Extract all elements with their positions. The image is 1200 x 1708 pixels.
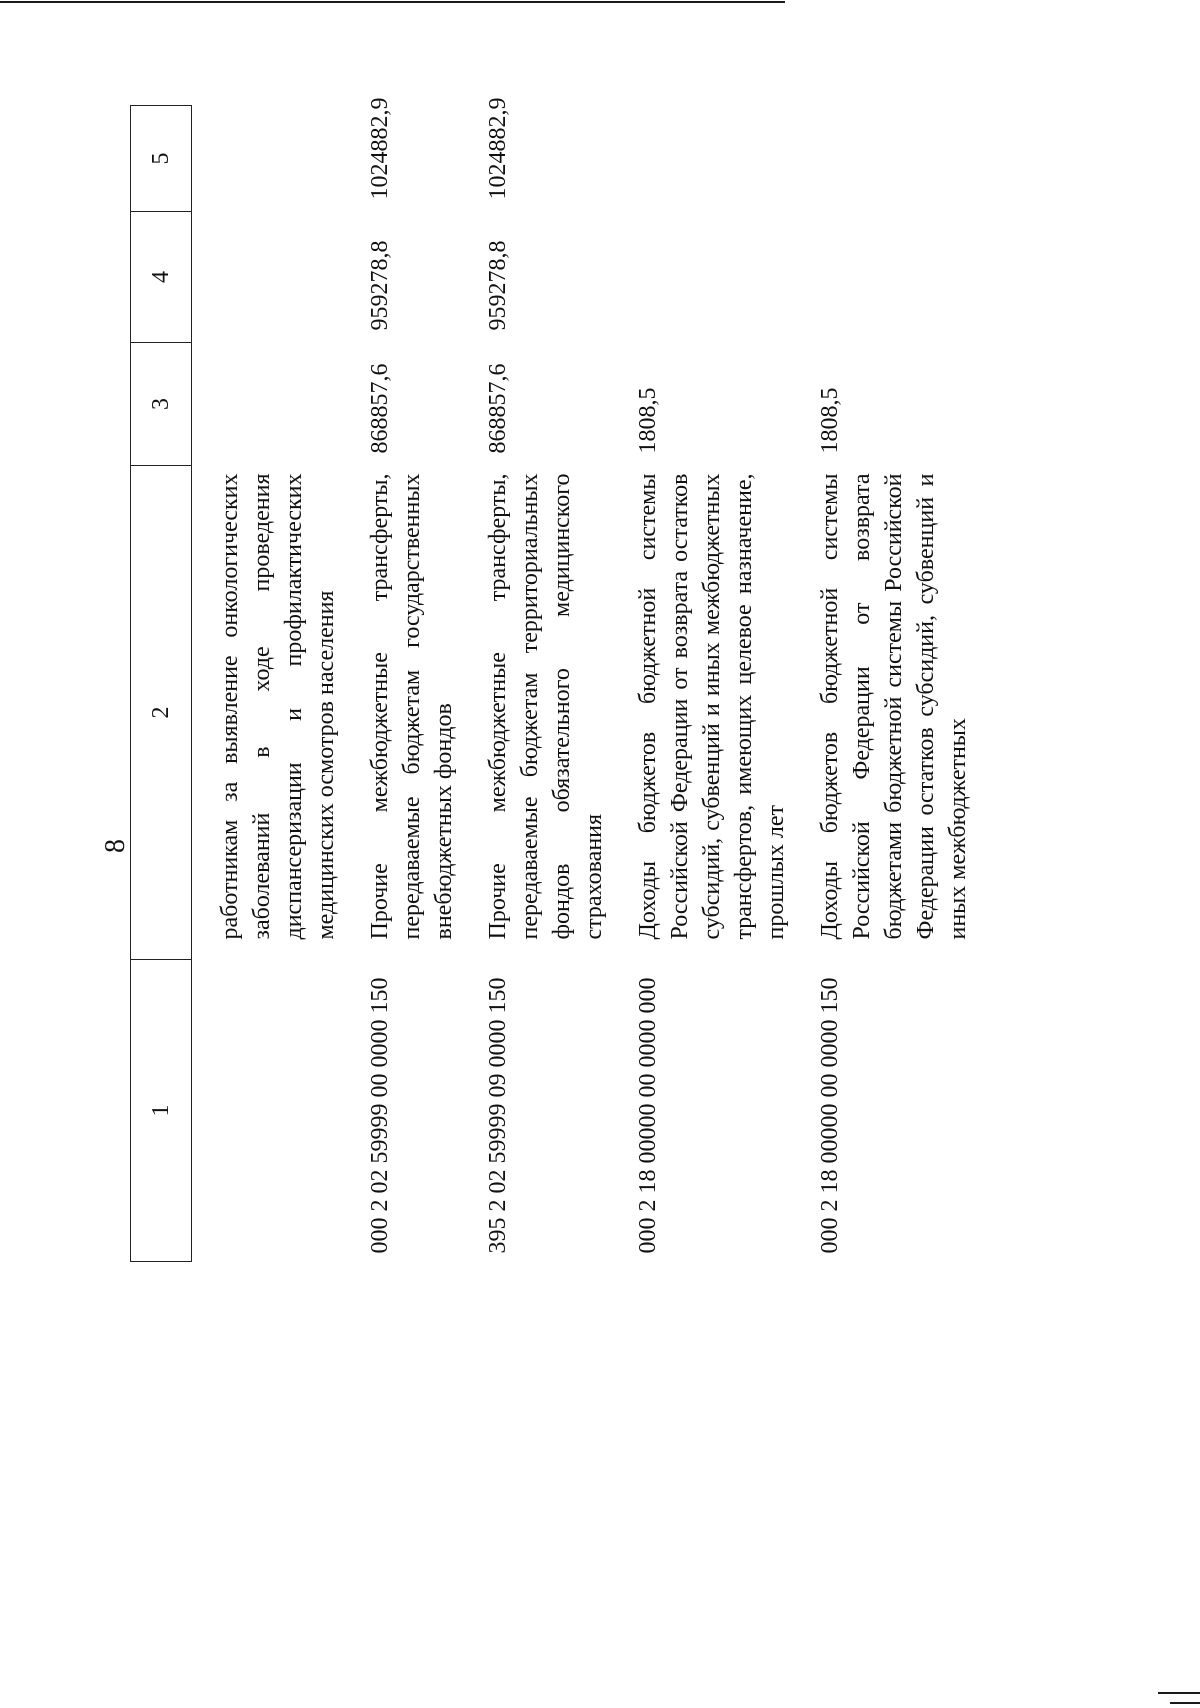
amount-col3: 1808,5	[817, 387, 843, 454]
budget-code: 000 2 02 59999 00 0000 150	[367, 977, 393, 1254]
amount-col5	[206, 106, 342, 212]
amount-col4	[624, 212, 792, 343]
page-number: 8	[100, 839, 131, 853]
revenue-name: Доходы бюджетов бюджетной системы Российской Федерации от возврата остатков субсидий, субвенций и иных межбюджетных трансфертов, имеющих целевое назначение, прошлых лет	[635, 473, 789, 940]
amount-col5	[624, 106, 792, 212]
amount-col4	[806, 212, 974, 343]
amount-col4: 959278,8	[485, 240, 511, 331]
column-header-4: 4	[131, 212, 192, 343]
amount-col3: 1808,5	[635, 387, 661, 454]
column-header-2: 2	[131, 466, 192, 960]
revenue-name: Прочие межбюджетные трансферты, передаваемые бюджетам территориальных фондов обязательного медицинского страхования	[485, 473, 607, 940]
amount-col3: 868857,6	[367, 363, 393, 454]
budget-code: 000 2 18 00000 00 0000 000	[635, 977, 661, 1254]
revenue-name: работникам за выявление онкологических заболеваний в ходе проведения диспансеризации и профилактических медицинских осмотров населения	[217, 473, 339, 940]
amount-col5: 1024882,9	[485, 97, 511, 200]
revenue-table	[130, 97, 974, 1262]
revenue-name: Доходы бюджетов бюджетной системы Российской Федерации от возврата бюджетами бюджетной системы Российской Федерации остатков субсидий, субвенций и иных межбюджетных	[817, 473, 971, 940]
amount-col5: 1024882,9	[367, 97, 393, 200]
revenue-name: Прочие межбюджетные трансферты, передаваемые бюджетам государственных внебюджетных фондов	[367, 473, 457, 940]
table-header-row	[131, 106, 192, 1262]
table-row	[206, 106, 342, 1262]
budget-code: 395 2 02 59999 09 0000 150	[485, 977, 511, 1254]
amount-col5	[806, 106, 974, 212]
scan-corner-mark	[1170, 1702, 1200, 1704]
budget-code: 000 2 18 00000 00 0000 150	[817, 977, 843, 1254]
amount-col4: 959278,8	[367, 240, 393, 331]
amount-col3: 868857,6	[485, 363, 511, 454]
amount-col4	[206, 212, 342, 343]
column-header-3: 3	[131, 343, 192, 466]
rotated-sheet	[130, 92, 1180, 1262]
column-header-5: 5	[131, 106, 192, 212]
table-row	[806, 106, 974, 1262]
budget-code	[206, 960, 342, 1262]
scan-corner-mark	[1158, 1692, 1200, 1694]
column-header-1: 1	[131, 960, 192, 1262]
scan-edge-line	[0, 1, 785, 3]
table-row	[624, 106, 792, 1262]
amount-col3	[206, 343, 342, 466]
table-row	[474, 106, 610, 1262]
table-row	[356, 106, 460, 1262]
